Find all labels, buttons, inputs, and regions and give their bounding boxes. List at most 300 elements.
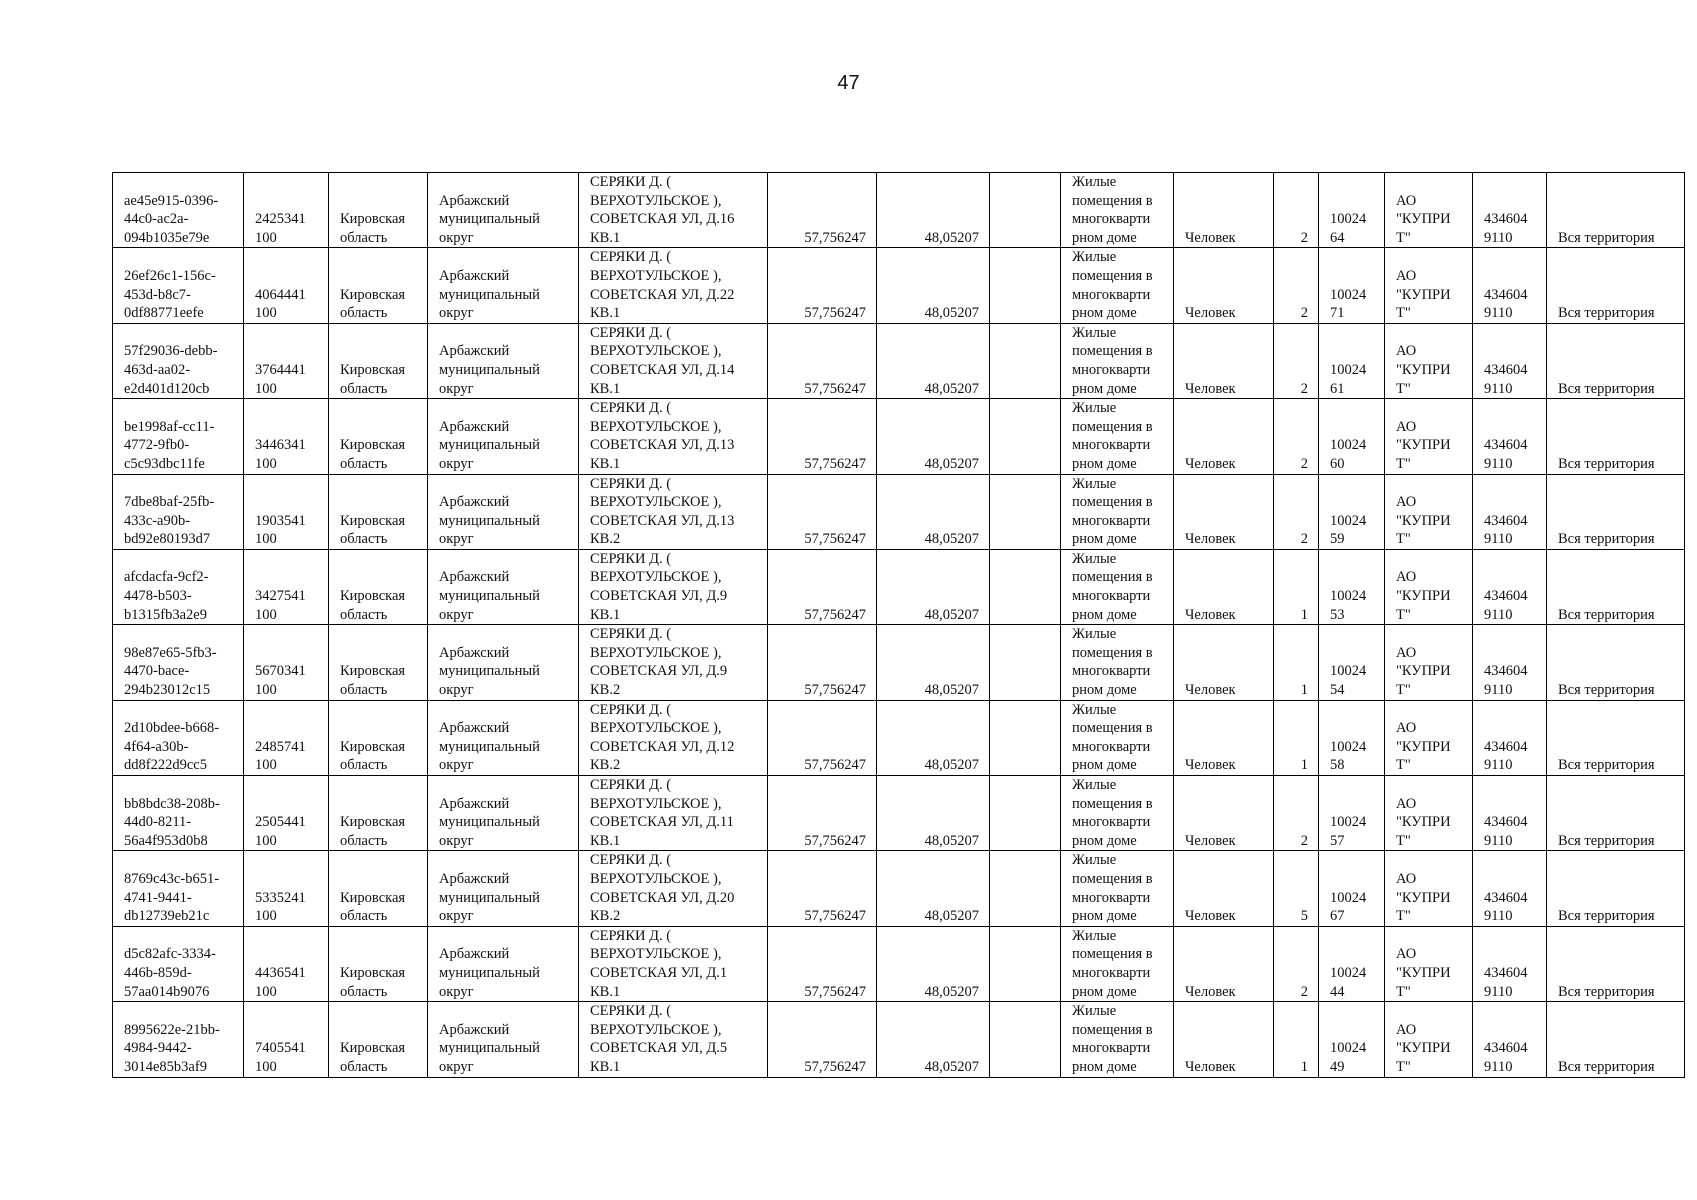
cell-district bbox=[428, 474, 579, 549]
cell-line: СЕРЯКИ Д. ( bbox=[590, 777, 672, 793]
cell-line: область bbox=[340, 305, 388, 322]
cell-line: КВ.2 bbox=[590, 757, 621, 774]
cell-territory bbox=[1547, 474, 1685, 549]
cell-line: "КУПРИ bbox=[1396, 964, 1451, 981]
cell-text: Человек bbox=[1185, 380, 1236, 397]
cell-line: Жилые bbox=[1072, 852, 1117, 869]
cell-line: многокварти bbox=[1072, 588, 1151, 605]
cell-line: СЕРЯКИ Д. ( bbox=[590, 626, 672, 643]
cell-line: рном доме bbox=[1072, 983, 1137, 1000]
cell-address bbox=[579, 173, 768, 248]
cell-longitude bbox=[877, 474, 990, 549]
cell-line: рном доме bbox=[1072, 305, 1137, 322]
cell-empty bbox=[990, 700, 1061, 775]
cell-line: КВ.2 bbox=[590, 531, 621, 548]
cell-text: 48,05207 bbox=[924, 305, 979, 322]
cell-record-id bbox=[113, 1002, 244, 1077]
cell-line: 3764441 bbox=[255, 361, 306, 378]
cell-latitude bbox=[768, 1002, 877, 1077]
cell-line: "КУПРИ bbox=[1396, 437, 1451, 454]
cell-line: СЕРЯКИ Д. ( bbox=[590, 927, 672, 944]
cell-unit bbox=[1174, 248, 1274, 323]
cell-line: 10024 bbox=[1330, 1040, 1367, 1057]
cell-line: 100 bbox=[255, 606, 277, 623]
cell-latitude bbox=[768, 549, 877, 624]
cell-line: Жилые bbox=[1072, 400, 1117, 417]
cell-empty bbox=[990, 248, 1061, 323]
cell-text: 57,756247 bbox=[804, 455, 866, 472]
cell-code bbox=[244, 248, 329, 323]
cell-line: 9110 bbox=[1484, 455, 1513, 472]
cell-empty bbox=[990, 549, 1061, 624]
cell-line: Жилые bbox=[1072, 475, 1117, 492]
cell-text: Вся территория bbox=[1558, 983, 1655, 1000]
cell-line: АО bbox=[1396, 946, 1417, 963]
cell-line: СОВЕТСКАЯ УЛ, Д.11 bbox=[590, 814, 734, 831]
cell-longitude bbox=[877, 851, 990, 926]
cell-text: Человек bbox=[1185, 983, 1236, 1000]
cell-latitude bbox=[768, 700, 877, 775]
cell-line: рном доме bbox=[1072, 380, 1137, 397]
cell-line: ВЕРХОТУЛЬСКОЕ ), bbox=[590, 720, 722, 737]
cell-address bbox=[579, 851, 768, 926]
cell-object-type bbox=[1061, 926, 1174, 1001]
cell-line: Кировская bbox=[340, 738, 406, 755]
cell-line: ae45e915-0396- bbox=[124, 192, 219, 209]
cell-line: Жилые bbox=[1072, 1003, 1117, 1020]
cell-line: 4478-b503- bbox=[124, 588, 192, 605]
cell-line: помещения в bbox=[1072, 343, 1153, 360]
cell-line: рном доме bbox=[1072, 531, 1137, 548]
table-row bbox=[113, 549, 1685, 624]
cell-region bbox=[329, 776, 428, 851]
cell-line: Жилые bbox=[1072, 550, 1117, 567]
cell-count bbox=[1274, 323, 1319, 398]
cell-address bbox=[579, 323, 768, 398]
cell-line: КВ.2 bbox=[590, 908, 621, 925]
cell-line: муниципальный bbox=[439, 588, 540, 605]
cell-line: муниципальный bbox=[439, 663, 540, 680]
cell-text: 57,756247 bbox=[804, 908, 866, 925]
cell-line: муниципальный bbox=[439, 1040, 540, 1057]
cell-line: 3427541 bbox=[255, 588, 306, 605]
cell-code bbox=[244, 700, 329, 775]
cell-unit bbox=[1174, 173, 1274, 248]
cell-line: 10024 bbox=[1330, 512, 1367, 529]
cell-line: рном доме bbox=[1072, 908, 1137, 925]
cell-line: округ bbox=[439, 606, 474, 623]
cell-line: Арбажский bbox=[439, 720, 510, 737]
cell-line: помещения в bbox=[1072, 418, 1153, 435]
cell-record-id bbox=[113, 474, 244, 549]
cell-line: "КУПРИ bbox=[1396, 1040, 1451, 1057]
cell-text: Вся территория bbox=[1558, 908, 1655, 925]
cell-empty bbox=[990, 1002, 1061, 1077]
cell-number bbox=[1319, 926, 1385, 1001]
cell-line: 100 bbox=[255, 757, 277, 774]
cell-latitude bbox=[768, 323, 877, 398]
cell-line: 67 bbox=[1330, 908, 1345, 925]
cell-line: СЕРЯКИ Д. ( bbox=[590, 324, 672, 341]
cell-line: Арбажский bbox=[439, 418, 510, 435]
cell-line: КВ.2 bbox=[590, 682, 621, 699]
cell-district bbox=[428, 549, 579, 624]
table-row bbox=[113, 248, 1685, 323]
cell-line: 100 bbox=[255, 380, 277, 397]
cell-region bbox=[329, 625, 428, 700]
cell-line: Арбажский bbox=[439, 644, 510, 661]
cell-line: ВЕРХОТУЛЬСКОЕ ), bbox=[590, 192, 722, 209]
cell-line: Кировская bbox=[340, 361, 406, 378]
cell-line: Т" bbox=[1396, 1058, 1411, 1075]
cell-inn bbox=[1473, 926, 1547, 1001]
cell-line: 57f29036-debb- bbox=[124, 343, 218, 360]
cell-text: Вся территория bbox=[1558, 682, 1655, 699]
cell-line: Жилые bbox=[1072, 626, 1117, 643]
cell-line: СОВЕТСКАЯ УЛ, Д.13 bbox=[590, 512, 735, 529]
cell-text: 48,05207 bbox=[924, 380, 979, 397]
cell-territory bbox=[1547, 248, 1685, 323]
cell-longitude bbox=[877, 323, 990, 398]
table-row bbox=[113, 625, 1685, 700]
cell-line: Арбажский bbox=[439, 192, 510, 209]
cell-text: 1 bbox=[1300, 757, 1308, 774]
cell-text: Человек bbox=[1185, 832, 1236, 849]
cell-text: 48,05207 bbox=[924, 531, 979, 548]
cell-line: "КУПРИ bbox=[1396, 588, 1451, 605]
cell-line: ВЕРХОТУЛЬСКОЕ ), bbox=[590, 870, 722, 887]
cell-number bbox=[1319, 1002, 1385, 1077]
cell-line: округ bbox=[439, 908, 474, 925]
cell-line: АО bbox=[1396, 343, 1417, 360]
cell-record-id bbox=[113, 926, 244, 1001]
table-row bbox=[113, 851, 1685, 926]
cell-unit bbox=[1174, 851, 1274, 926]
cell-line: ВЕРХОТУЛЬСКОЕ ), bbox=[590, 644, 722, 661]
cell-line: область bbox=[340, 983, 388, 1000]
cell-line: Арбажский bbox=[439, 494, 510, 511]
cell-text: 48,05207 bbox=[924, 983, 979, 1000]
cell-line: 8995622e-21bb- bbox=[124, 1021, 220, 1038]
cell-line: 26ef26c1-156c- bbox=[124, 267, 216, 284]
cell-line: область bbox=[340, 1058, 388, 1075]
cell-line: многокварти bbox=[1072, 437, 1151, 454]
cell-code bbox=[244, 1002, 329, 1077]
cell-line: 100 bbox=[255, 1058, 277, 1075]
cell-line: c5c93dbc11fe bbox=[124, 455, 205, 472]
table-body bbox=[113, 173, 1685, 1078]
cell-empty bbox=[990, 399, 1061, 474]
cell-district bbox=[428, 248, 579, 323]
cell-count bbox=[1274, 926, 1319, 1001]
cell-code bbox=[244, 399, 329, 474]
cell-line: СОВЕТСКАЯ УЛ, Д.1 bbox=[590, 964, 728, 981]
cell-object-type bbox=[1061, 549, 1174, 624]
cell-line: Кировская bbox=[340, 588, 406, 605]
cell-line: 0df88771eefe bbox=[124, 305, 204, 322]
cell-number bbox=[1319, 323, 1385, 398]
cell-inn bbox=[1473, 776, 1547, 851]
cell-line: СЕРЯКИ Д. ( bbox=[590, 1003, 672, 1020]
cell-line: 434604 bbox=[1484, 211, 1528, 228]
cell-object-type bbox=[1061, 776, 1174, 851]
registry-table bbox=[112, 172, 1685, 1078]
cell-text: 2 bbox=[1300, 229, 1308, 246]
cell-line: помещения в bbox=[1072, 569, 1153, 586]
cell-latitude bbox=[768, 926, 877, 1001]
cell-line: СЕРЯКИ Д. ( bbox=[590, 852, 672, 869]
cell-record-id bbox=[113, 173, 244, 248]
cell-line: область bbox=[340, 908, 388, 925]
cell-line: 434604 bbox=[1484, 361, 1528, 378]
cell-line: помещения в bbox=[1072, 494, 1153, 511]
cell-line: КВ.1 bbox=[590, 305, 621, 322]
cell-line: 9110 bbox=[1484, 832, 1513, 849]
cell-line: Кировская bbox=[340, 286, 406, 303]
cell-text: 57,756247 bbox=[804, 757, 866, 774]
cell-text: Вся территория bbox=[1558, 1058, 1655, 1075]
cell-line: "КУПРИ bbox=[1396, 814, 1451, 831]
cell-text: 48,05207 bbox=[924, 455, 979, 472]
cell-line: 9110 bbox=[1484, 983, 1513, 1000]
cell-territory bbox=[1547, 926, 1685, 1001]
cell-line: 71 bbox=[1330, 305, 1345, 322]
cell-line: СОВЕТСКАЯ УЛ, Д.13 bbox=[590, 437, 735, 454]
cell-text: Человек bbox=[1185, 1058, 1236, 1075]
cell-line: округ bbox=[439, 455, 474, 472]
cell-line: область bbox=[340, 455, 388, 472]
cell-company bbox=[1385, 248, 1473, 323]
cell-company bbox=[1385, 776, 1473, 851]
cell-line: 10024 bbox=[1330, 588, 1367, 605]
cell-line: 10024 bbox=[1330, 889, 1367, 906]
cell-line: 3446341 bbox=[255, 437, 306, 454]
cell-region bbox=[329, 851, 428, 926]
cell-line: АО bbox=[1396, 418, 1417, 435]
cell-line: 434604 bbox=[1484, 588, 1528, 605]
cell-line: 58 bbox=[1330, 757, 1345, 774]
cell-line: 4741-9441- bbox=[124, 889, 192, 906]
cell-record-id bbox=[113, 399, 244, 474]
cell-inn bbox=[1473, 248, 1547, 323]
cell-number bbox=[1319, 474, 1385, 549]
cell-text: 2 bbox=[1300, 983, 1308, 1000]
cell-address bbox=[579, 700, 768, 775]
cell-territory bbox=[1547, 851, 1685, 926]
cell-line: "КУПРИ bbox=[1396, 286, 1451, 303]
cell-line: 44 bbox=[1330, 983, 1345, 1000]
cell-line: Т" bbox=[1396, 455, 1411, 472]
cell-line: "КУПРИ bbox=[1396, 663, 1451, 680]
cell-record-id bbox=[113, 700, 244, 775]
cell-line: 7dbe8baf-25fb- bbox=[124, 494, 215, 511]
cell-line: СЕРЯКИ Д. ( bbox=[590, 249, 672, 266]
cell-line: dd8f222d9cc5 bbox=[124, 757, 207, 774]
cell-empty bbox=[990, 474, 1061, 549]
cell-line: СЕРЯКИ Д. ( bbox=[590, 400, 672, 417]
cell-count bbox=[1274, 776, 1319, 851]
cell-empty bbox=[990, 776, 1061, 851]
cell-line: область bbox=[340, 832, 388, 849]
cell-line: 10024 bbox=[1330, 663, 1367, 680]
cell-object-type bbox=[1061, 248, 1174, 323]
cell-text: 48,05207 bbox=[924, 832, 979, 849]
cell-line: 434604 bbox=[1484, 512, 1528, 529]
cell-address bbox=[579, 1002, 768, 1077]
cell-line: многокварти bbox=[1072, 889, 1151, 906]
cell-unit bbox=[1174, 926, 1274, 1001]
cell-line: СОВЕТСКАЯ УЛ, Д.9 bbox=[590, 588, 728, 605]
cell-line: 094b1035e79e bbox=[124, 229, 210, 246]
cell-line: многокварти bbox=[1072, 361, 1151, 378]
cell-line: be1998af-cc11- bbox=[124, 418, 215, 435]
cell-line: рном доме bbox=[1072, 455, 1137, 472]
cell-record-id bbox=[113, 625, 244, 700]
cell-company bbox=[1385, 173, 1473, 248]
cell-line: область bbox=[340, 606, 388, 623]
cell-line: 10024 bbox=[1330, 738, 1367, 755]
cell-line: 1903541 bbox=[255, 512, 306, 529]
cell-code bbox=[244, 549, 329, 624]
cell-object-type bbox=[1061, 399, 1174, 474]
cell-line: Кировская bbox=[340, 437, 406, 454]
cell-region bbox=[329, 474, 428, 549]
table-row bbox=[113, 323, 1685, 398]
cell-line: Жилые bbox=[1072, 777, 1117, 793]
cell-text: 5 bbox=[1300, 908, 1308, 925]
cell-unit bbox=[1174, 399, 1274, 474]
cell-count bbox=[1274, 625, 1319, 700]
cell-longitude bbox=[877, 776, 990, 851]
cell-line: Арбажский bbox=[439, 1021, 510, 1038]
cell-line: 59 bbox=[1330, 531, 1345, 548]
cell-line: Жилые bbox=[1072, 324, 1117, 341]
cell-line: 100 bbox=[255, 682, 277, 699]
cell-region bbox=[329, 399, 428, 474]
cell-line: КВ.1 bbox=[590, 832, 621, 849]
cell-territory bbox=[1547, 776, 1685, 851]
cell-line: 44d0-8211- bbox=[124, 814, 192, 831]
cell-line: 9110 bbox=[1484, 305, 1513, 322]
cell-text: Человек bbox=[1185, 606, 1236, 623]
cell-line: 9110 bbox=[1484, 682, 1513, 699]
cell-text: Вся территория bbox=[1558, 531, 1655, 548]
cell-inn bbox=[1473, 700, 1547, 775]
cell-longitude bbox=[877, 700, 990, 775]
cell-line: 433c-a90b- bbox=[124, 512, 191, 529]
cell-text: 48,05207 bbox=[924, 229, 979, 246]
cell-line: многокварти bbox=[1072, 211, 1151, 228]
cell-line: округ bbox=[439, 682, 474, 699]
table-row bbox=[113, 776, 1685, 851]
cell-line: "КУПРИ bbox=[1396, 512, 1451, 529]
cell-text: Человек bbox=[1185, 531, 1236, 548]
cell-longitude bbox=[877, 399, 990, 474]
cell-line: 434604 bbox=[1484, 738, 1528, 755]
cell-record-id bbox=[113, 323, 244, 398]
cell-text: Человек bbox=[1185, 908, 1236, 925]
cell-region bbox=[329, 549, 428, 624]
cell-line: Арбажский bbox=[439, 569, 510, 586]
cell-number bbox=[1319, 700, 1385, 775]
cell-line: Арбажский bbox=[439, 795, 510, 812]
cell-line: КВ.1 bbox=[590, 455, 621, 472]
cell-line: область bbox=[340, 380, 388, 397]
cell-line: рном доме bbox=[1072, 606, 1137, 623]
cell-text: Вся территория bbox=[1558, 832, 1655, 849]
cell-line: ВЕРХОТУЛЬСКОЕ ), bbox=[590, 1021, 722, 1038]
cell-text: Вся территория bbox=[1558, 455, 1655, 472]
cell-empty bbox=[990, 625, 1061, 700]
cell-line: 57aa014b9076 bbox=[124, 983, 210, 1000]
cell-unit bbox=[1174, 1002, 1274, 1077]
cell-object-type bbox=[1061, 323, 1174, 398]
cell-line: 61 bbox=[1330, 380, 1345, 397]
cell-line: АО bbox=[1396, 644, 1417, 661]
cell-line: КВ.1 bbox=[590, 983, 621, 1000]
cell-line: муниципальный bbox=[439, 211, 540, 228]
cell-text: 48,05207 bbox=[924, 908, 979, 925]
cell-text: Человек bbox=[1185, 305, 1236, 322]
cell-line: ВЕРХОТУЛЬСКОЕ ), bbox=[590, 569, 722, 586]
cell-line: b1315fb3a2e9 bbox=[124, 606, 207, 623]
cell-line: АО bbox=[1396, 192, 1417, 209]
cell-code bbox=[244, 323, 329, 398]
cell-district bbox=[428, 625, 579, 700]
cell-line: муниципальный bbox=[439, 512, 540, 529]
cell-count bbox=[1274, 399, 1319, 474]
cell-line: ВЕРХОТУЛЬСКОЕ ), bbox=[590, 418, 722, 435]
cell-line: 4f64-a30b- bbox=[124, 738, 189, 755]
cell-line: 434604 bbox=[1484, 286, 1528, 303]
cell-unit bbox=[1174, 474, 1274, 549]
cell-line: КВ.1 bbox=[590, 380, 621, 397]
cell-territory bbox=[1547, 399, 1685, 474]
cell-line: 100 bbox=[255, 531, 277, 548]
cell-line: округ bbox=[439, 380, 474, 397]
cell-line: многокварти bbox=[1072, 286, 1151, 303]
cell-line: Т" bbox=[1396, 606, 1411, 623]
cell-district bbox=[428, 1002, 579, 1077]
cell-code bbox=[244, 776, 329, 851]
cell-text: 1 bbox=[1300, 1058, 1308, 1075]
cell-line: область bbox=[340, 682, 388, 699]
cell-line: Т" bbox=[1396, 531, 1411, 548]
cell-text: 1 bbox=[1300, 682, 1308, 699]
cell-line: 434604 bbox=[1484, 1040, 1528, 1057]
cell-record-id bbox=[113, 776, 244, 851]
cell-line: bd92e80193d7 bbox=[124, 531, 211, 548]
cell-line: Т" bbox=[1396, 757, 1411, 774]
cell-line: КВ.1 bbox=[590, 606, 621, 623]
table-row bbox=[113, 1002, 1685, 1077]
cell-line: 463d-aa02- bbox=[124, 361, 191, 378]
cell-line: ВЕРХОТУЛЬСКОЕ ), bbox=[590, 946, 722, 963]
cell-line: КВ.1 bbox=[590, 229, 621, 246]
cell-inn bbox=[1473, 474, 1547, 549]
cell-line: Арбажский bbox=[439, 267, 510, 284]
cell-line: 100 bbox=[255, 832, 277, 849]
cell-code bbox=[244, 173, 329, 248]
cell-longitude bbox=[877, 173, 990, 248]
cell-line: 100 bbox=[255, 305, 277, 322]
cell-latitude bbox=[768, 776, 877, 851]
cell-text: 2 bbox=[1300, 305, 1308, 322]
cell-line: 60 bbox=[1330, 455, 1345, 472]
cell-company bbox=[1385, 851, 1473, 926]
table-row bbox=[113, 700, 1685, 775]
cell-text: Вся территория bbox=[1558, 380, 1655, 397]
